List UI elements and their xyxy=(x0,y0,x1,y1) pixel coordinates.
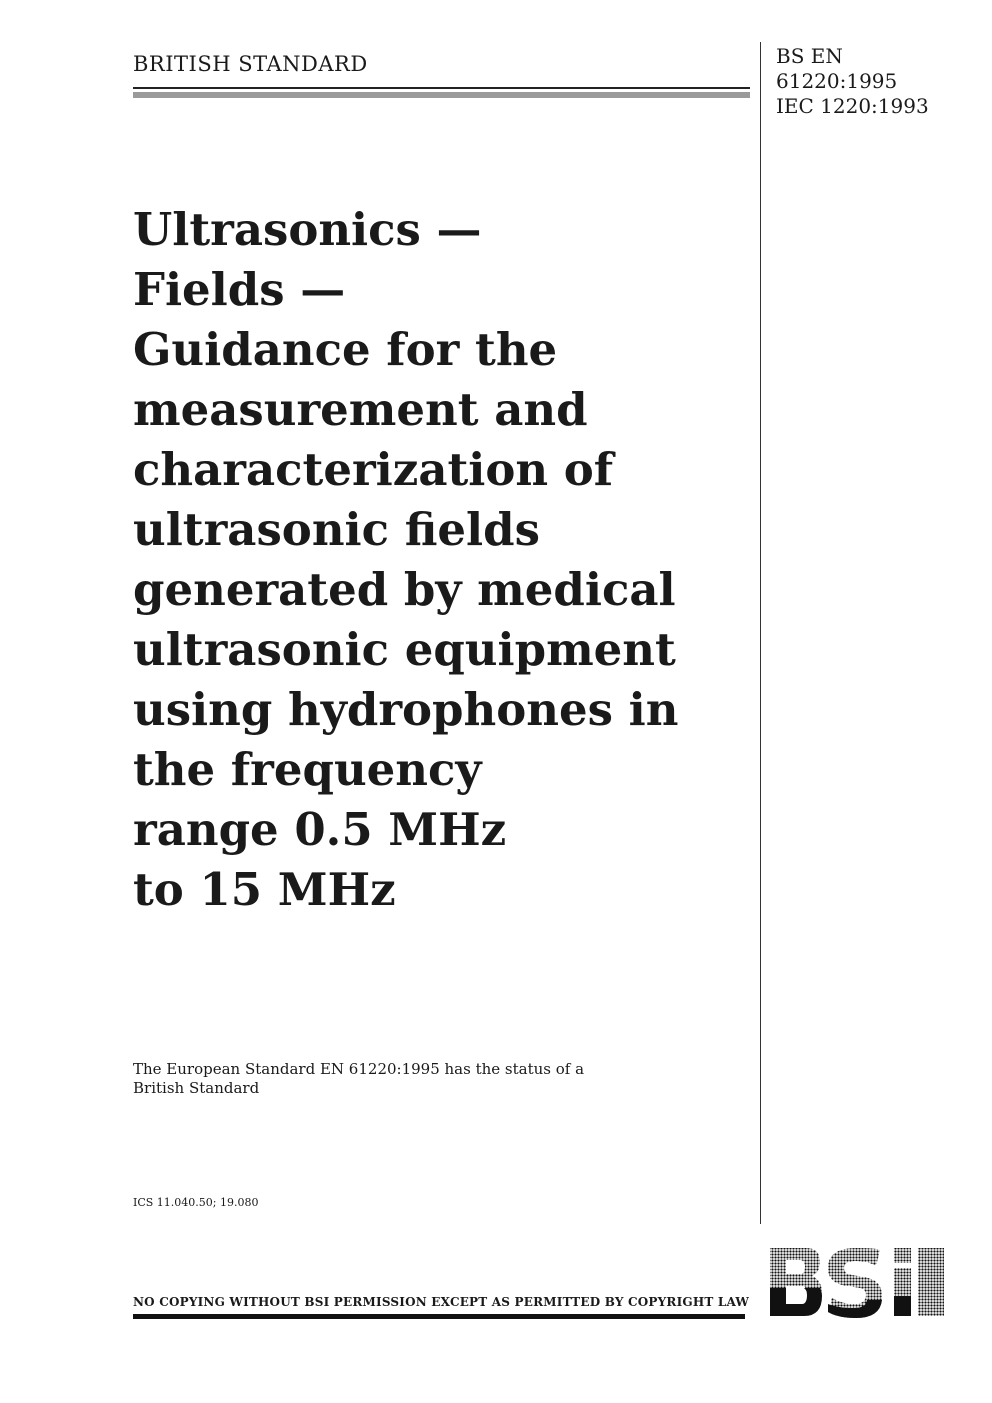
header-rule xyxy=(133,87,750,89)
title-line: using hydrophones in xyxy=(133,683,679,736)
standard-numbers xyxy=(776,44,929,119)
title-line: generated by medical xyxy=(133,563,676,616)
title-line: to 15 MHz xyxy=(133,863,396,916)
title-line: Guidance for the xyxy=(133,323,558,376)
header-grey-band xyxy=(133,92,750,98)
title-line: Fields — xyxy=(133,263,346,316)
status-note xyxy=(133,1060,653,1098)
standard-number-year: 61220:1995 xyxy=(776,69,898,93)
title-line: range 0.5 MHz xyxy=(133,803,507,856)
standard-number-bs-en: BS EN xyxy=(776,44,843,68)
vertical-divider xyxy=(760,42,761,1224)
standard-number-iec: IEC 1220:1993 xyxy=(776,94,929,118)
status-note-line: The European Standard EN 61220:1995 has the status of a xyxy=(133,1060,585,1078)
title-line: Ultrasonics — xyxy=(133,203,482,256)
title-line: ultrasonic equipment xyxy=(133,623,676,676)
footer-rule xyxy=(133,1314,745,1319)
title-line: measurement and xyxy=(133,383,588,436)
ics-code: ICS 11.040.50; 19.080 xyxy=(133,1196,259,1209)
bsi-logo xyxy=(768,1244,946,1320)
copyright-notice: NO COPYING WITHOUT BSI PERMISSION EXCEPT AS PERMITTED BY COPYRIGHT LAW xyxy=(133,1295,750,1309)
title-line: characterization of xyxy=(133,443,614,496)
document-title xyxy=(133,200,753,920)
title-line: the frequency xyxy=(133,743,482,796)
series-label: BRITISH STANDARD xyxy=(133,52,368,76)
title-line: ultrasonic fields xyxy=(133,503,540,556)
status-note-line: British Standard xyxy=(133,1079,260,1097)
